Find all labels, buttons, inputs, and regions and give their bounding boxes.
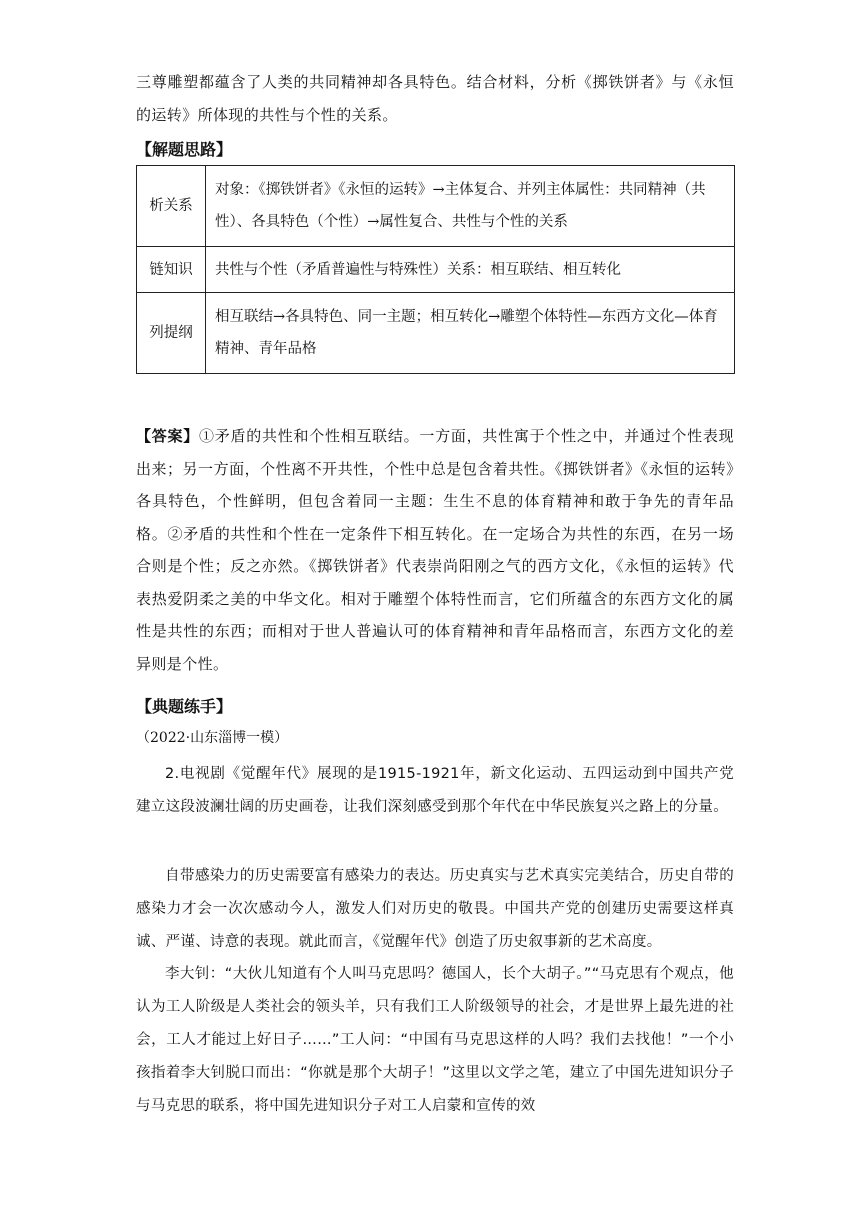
- table-row: [137, 247, 735, 293]
- answer-text: ①矛盾的共性和个性相互联结。一方面，共性寓于个性之中，并通过个性表现出来；另一方面，个性离不开共性，个性中总是包含着共性。《掷铁饼者》《永恒的运转》各具特色，个性鲜明，但包含着同一主题：生生不息的体育精神和敢于争先的青年品格。②矛盾的共性和个性在一定条件下相互转化。在一定场合为共性的东西，在另一场合则是个性；反之亦然。《掷铁饼者》代表崇尚阳刚之气的西方文化，《永恒的运转》代表热爱阴柔之美的中华文化。相对于雕塑个体特性而言，它们所蕴含的东西方文化的属性是共性的东西；而相对于世人普遍认可的体育精神和青年品格而言，东西方文化的差异则是个性。: [136, 427, 734, 673]
- answer-paragraph: [136, 420, 734, 680]
- row-label: 链知识: [137, 247, 206, 293]
- row-label: 列提纲: [137, 293, 206, 374]
- row-content: 相互联结→各具特色、同一主题；相互转化→雕塑个体特性—东西方文化—体育精神、青年品格: [206, 293, 735, 374]
- row-label: 析关系: [137, 166, 206, 247]
- question-paragraph: 李大钊：“大伙儿知道有个人叫马克思吗？德国人，长个大胡子。”“马克思有个观点，他认为工人阶级是人类社会的领头羊，只有我们工人阶级领导的社会，才是世界上最先进的社会，工人才能过上好日子……”工人问：“中国有马克思这样的人吗？我们去找他！”一个小孩指着李大钊脱口而出：“你就是那个大胡子！”这里以文学之笔，建立了中国先进知识分子与马克思的联系，将中国先进知识分子对工人启蒙和宣传的效: [136, 966, 734, 1114]
- answer-label: 【答案】: [136, 427, 199, 445]
- table-row: [137, 293, 735, 374]
- row-content: 对象：《掷铁饼者》《永恒的运转》→主体复合、并列主体属性：共同精神（共性）、各具特色（个性）→属性复合、共性与个性的关系: [206, 166, 735, 247]
- solution-thinking-table: [136, 165, 735, 374]
- question-paragraph: 2.电视剧《觉醒年代》展现的是1915-1921年，新文化运动、五四运动到中国共产党建立这段波澜壮阔的历史画卷，让我们深刻感受到那个年代在中华民族复兴之路上的分量。: [136, 766, 734, 815]
- table-row: [137, 166, 735, 247]
- question-source: （2022·山东淄博一模）: [136, 730, 289, 746]
- row-content: 共性与个性（矛盾普遍性与特殊性）关系：相互联结、相互转化: [206, 247, 735, 293]
- solution-heading: 【解题思路】: [136, 140, 233, 159]
- question-paragraph: 自带感染力的历史需要富有感染力的表达。历史真实与艺术真实完美结合，历史自带的感染力才会一次次感动今人，激发人们对历史的敬畏。中国共产党的创建历史需要这样真诚、严谨、诗意的表现。就此而言，《觉醒年代》创造了历史叙事新的艺术高度。: [136, 868, 734, 950]
- intro-paragraph: 三尊雕塑都蕴含了人类的共同精神却各具特色。结合材料，分析《掷铁饼者》与《永恒的运转》所体现的共性与个性的关系。: [136, 73, 734, 124]
- practice-heading: 【典题练手】: [136, 697, 233, 716]
